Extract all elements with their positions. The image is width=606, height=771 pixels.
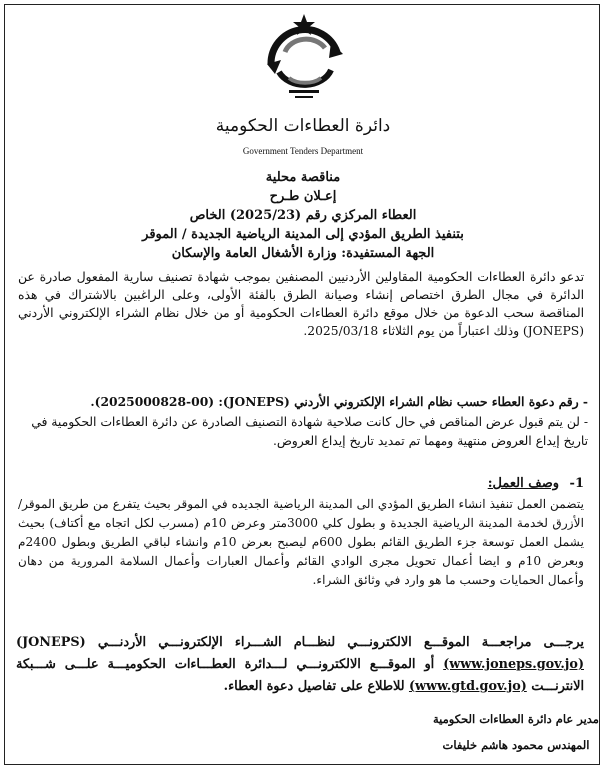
reference-text-3: للاطلاع على تفاصيل دعوة العطاء. [223,679,405,694]
signature-name: المهندس محمود هاشم خليفات [442,738,590,752]
bullet-joneps-number: - رقم دعوة العطاء حسب نظام الشراء الإلكتروني الأردني (JONEPS): (2025000828-00). [90,394,588,409]
reference-paragraph [16,632,584,698]
reference-text-1: يرجـــى مراجعـــة الموقـــع الالكترونـــي لنظـــام الشـــراء الإلكترونـــي الأردنـــي (JONEPS) [16,635,584,650]
section-label: وصف العمل: [487,476,560,491]
work-description-title [488,476,584,491]
tender-subject: بتنفيذ الطريق المؤدي إلى المدينة الرياضية الجديدة / الموقر [142,227,464,242]
reference-text-2: أو الموقـــع الالكترونـــي لـــدائرة العطـــاءات الحكوميـــة علـــى شـــبكة الانترنـــت [16,657,584,694]
tender-type: مناقصة محلية [265,170,341,185]
section-number: 1- [569,476,584,491]
tender-number: العطاء المركزي رقم (2025/23) الخاص [189,208,417,223]
department-name-english: Government Tenders Department [242,146,364,156]
signature-title: مدير عام دائرة العطاءات الحكومية [433,712,599,726]
department-logo-icon [259,12,349,102]
gtd-link[interactable]: (www.gtd.gov.jo) [408,679,527,694]
intro-paragraph: تدعو دائرة العطاءات الحكومية المقاولين الأردنيين المصنفين بموجب شهادة تصنيف سارية المفعول صادرة عن الدائرة في مجال الطرق اختصاص إنشاء وصيانة الطرق بالفئة الأولى، وعلى الراغبين بالاشتراك في هذه المناقصة سحب الدعوة من خلال موقع دائرة العطاءات الحكومية أو من خلال نظام الشراء الإلكتروني الأردني (JONEPS) وذلك اعتباراً من يوم الثلاثاء 2025/03/18. [18,270,584,338]
announcement-title: إعـلان طـرح [269,189,337,204]
department-name-arabic: دائرة العطاءات الحكومية [215,116,391,136]
work-description-text: يتضمن العمل تنفيذ انشاء الطريق المؤدي الى المدينة الرياضية الجديده في الموقر بحيث يتفرع من طريق الموقر/ الأزرق لخدمة المدينة الرياضية الجديدة و بطول كلي 3000متر وعرض 10م (مسرب لكل اتجاه مع أكتاف) بحيث يشمل العمل توسعة جزء الطريق القائم بطول 600م ليصبح بعرض 10م وانشاء لباقي الطريق وبطول 2400م وبعرض 10م و ايضا أعمال تحويل مجرى الوادي القائم وأعمال العبارات وأعمال السلامة المرورية من دهان وأعمال الحمايات وحسب ما هو وارد في وثائق الشراء. [18,497,585,587]
joneps-link[interactable]: (www.joneps.gov.jo) [443,657,584,672]
bullet-classification-validity: - لن يتم قبول عرض المناقص في حال كانت صلاحية شهادة التصنيف الصادرة عن دائرة العطاءات الحكومية في تاريخ إيداع العروض منتهية ومهما تم تمديد تاريخ إيداع العروض. [31,415,588,448]
beneficiary: الجهة المستفيدة: وزارة الأشغال العامة والإسكان [171,246,435,261]
